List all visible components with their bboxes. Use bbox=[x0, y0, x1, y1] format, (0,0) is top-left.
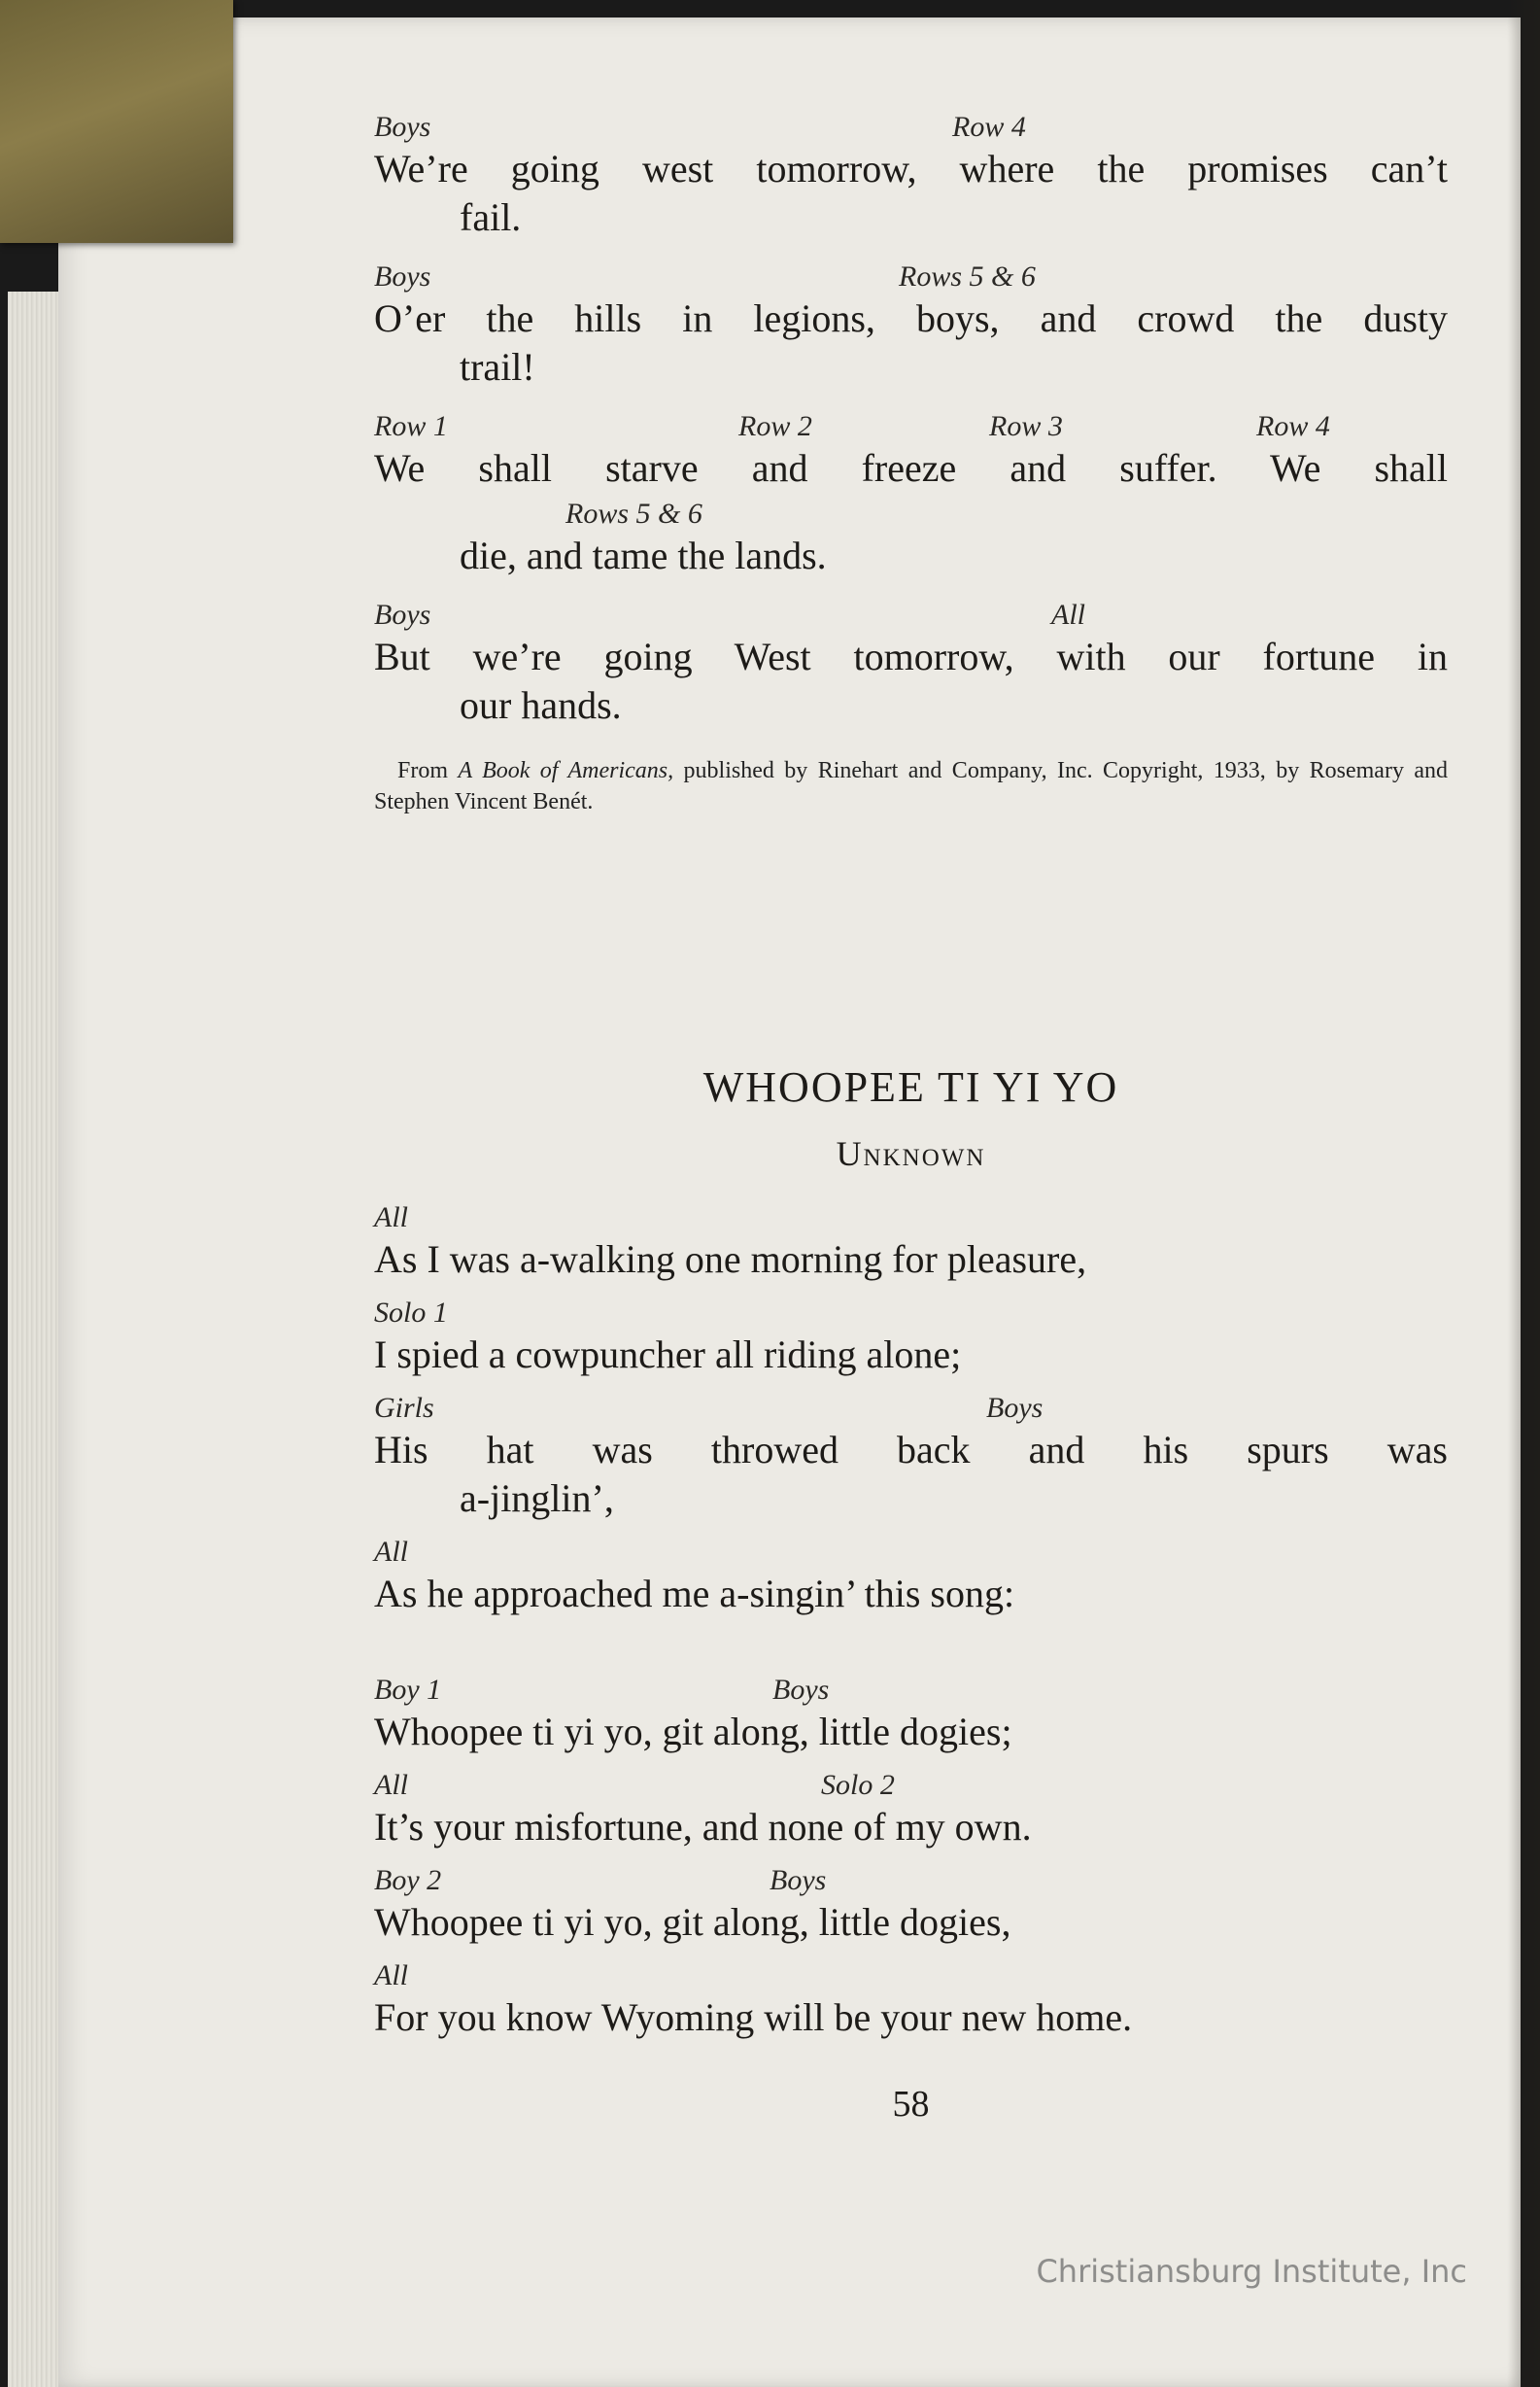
speaker-labels bbox=[374, 1535, 1448, 1570]
speaker-labels bbox=[374, 1958, 1448, 1993]
poem-line: As I was a-walking one morning for pleasure, bbox=[374, 1237, 1087, 1281]
copyright-credit bbox=[374, 755, 1448, 817]
credit-details: published by Rinehart and Company, Inc. Copyright, 1933, by Rosemary and Stephen Vincent Benét. bbox=[374, 758, 1449, 814]
page-number: 58 bbox=[892, 2084, 930, 2125]
poem-line: O’er the hills in legions, boys, and crowd the dusty bbox=[374, 296, 1448, 340]
speaker-label: Boy 1 bbox=[374, 1674, 442, 1706]
credit-prefix: From bbox=[397, 758, 449, 783]
speaker-label: Boys bbox=[374, 111, 431, 143]
book-page bbox=[58, 17, 1521, 2387]
credit-book-title: A Book of Americans, bbox=[458, 758, 674, 783]
speaker-labels bbox=[374, 1296, 1448, 1331]
poem-line: I spied a cowpuncher all riding alone; bbox=[374, 1332, 962, 1376]
speaker-label: Boy 2 bbox=[374, 1864, 442, 1896]
poem-line: Whoopee ti yi yo, git along, little dogies; bbox=[374, 1710, 1012, 1753]
speaker-label: Girls bbox=[374, 1392, 434, 1424]
poem-line-continuation: die, and tame the lands. bbox=[460, 534, 827, 577]
watermark: Christiansburg Institute, Inc bbox=[1036, 2253, 1467, 2290]
speaker-labels bbox=[374, 409, 1448, 444]
poem-line-continuation: fail. bbox=[460, 195, 522, 239]
poem-line-continuation: a-jinglin’, bbox=[460, 1476, 614, 1520]
stanza-2 bbox=[374, 259, 1448, 392]
poem-line: His hat was throwed back and his spurs was bbox=[374, 1428, 1448, 1471]
speaker-label: Boys bbox=[374, 260, 431, 293]
poem-line-continuation: trail! bbox=[460, 345, 535, 389]
speaker-label: All bbox=[374, 1769, 408, 1801]
poem-line: We’re going west tomorrow, where the promises can’t bbox=[374, 147, 1448, 190]
poem-line: We shall starve and freeze and suffer. We shall bbox=[374, 446, 1448, 490]
speaker-labels bbox=[374, 598, 1448, 633]
speaker-labels bbox=[374, 1200, 1448, 1235]
speaker-label: Row 1 bbox=[374, 410, 448, 442]
poem-title: WHOOPEE TI YI YO bbox=[702, 1063, 1119, 1111]
poem-line: But we’re going West tomorrow, with our fortune in bbox=[374, 635, 1448, 678]
poem-line: It’s your misfortune, and none of my own. bbox=[374, 1805, 1032, 1849]
speaker-label: Row 3 bbox=[989, 410, 1063, 442]
poem-line: For you know Wyoming will be your new home. bbox=[374, 1995, 1133, 2039]
poem-line-continuation: our hands. bbox=[460, 683, 622, 727]
speaker-label: All bbox=[374, 1536, 408, 1568]
speaker-label: Row 2 bbox=[738, 410, 812, 442]
page-content bbox=[374, 110, 1448, 2128]
stanza-3 bbox=[374, 409, 1448, 580]
speaker-labels bbox=[374, 1768, 1448, 1803]
speaker-label: Boys bbox=[986, 1392, 1044, 1424]
book-cover-corner bbox=[0, 0, 233, 243]
speaker-labels bbox=[374, 110, 1448, 145]
poem-verse bbox=[374, 1200, 1448, 1618]
poem-continuation bbox=[374, 110, 1448, 817]
speaker-labels bbox=[374, 1391, 1448, 1426]
speaker-label: Rows 5 & 6 bbox=[899, 260, 1036, 293]
speaker-label: Row 4 bbox=[1256, 410, 1330, 442]
page-gutter-shadow bbox=[1507, 0, 1540, 2387]
poem-chorus bbox=[374, 1673, 1448, 2042]
speaker-labels bbox=[374, 1863, 1448, 1898]
speaker-labels bbox=[374, 497, 1448, 532]
speaker-label: Solo 2 bbox=[821, 1769, 895, 1801]
speaker-label: Row 4 bbox=[952, 111, 1026, 143]
poem-line: As he approached me a-singin’ this song: bbox=[374, 1572, 1015, 1615]
speaker-label: Boys bbox=[770, 1864, 827, 1896]
speaker-label: Boys bbox=[374, 599, 431, 631]
speaker-label: Solo 1 bbox=[374, 1297, 448, 1329]
speaker-labels bbox=[374, 259, 1448, 294]
speaker-label: Boys bbox=[772, 1674, 830, 1706]
speaker-labels bbox=[374, 1673, 1448, 1708]
speaker-label: All bbox=[374, 1959, 408, 1991]
speaker-label: Rows 5 & 6 bbox=[565, 498, 702, 530]
poem-author: Unknown bbox=[836, 1134, 986, 1173]
poem-line: Whoopee ti yi yo, git along, little dogies, bbox=[374, 1900, 1011, 1944]
stanza-1 bbox=[374, 110, 1448, 242]
speaker-label: All bbox=[1051, 599, 1085, 631]
speaker-label: All bbox=[374, 1201, 408, 1233]
stanza-4 bbox=[374, 598, 1448, 730]
